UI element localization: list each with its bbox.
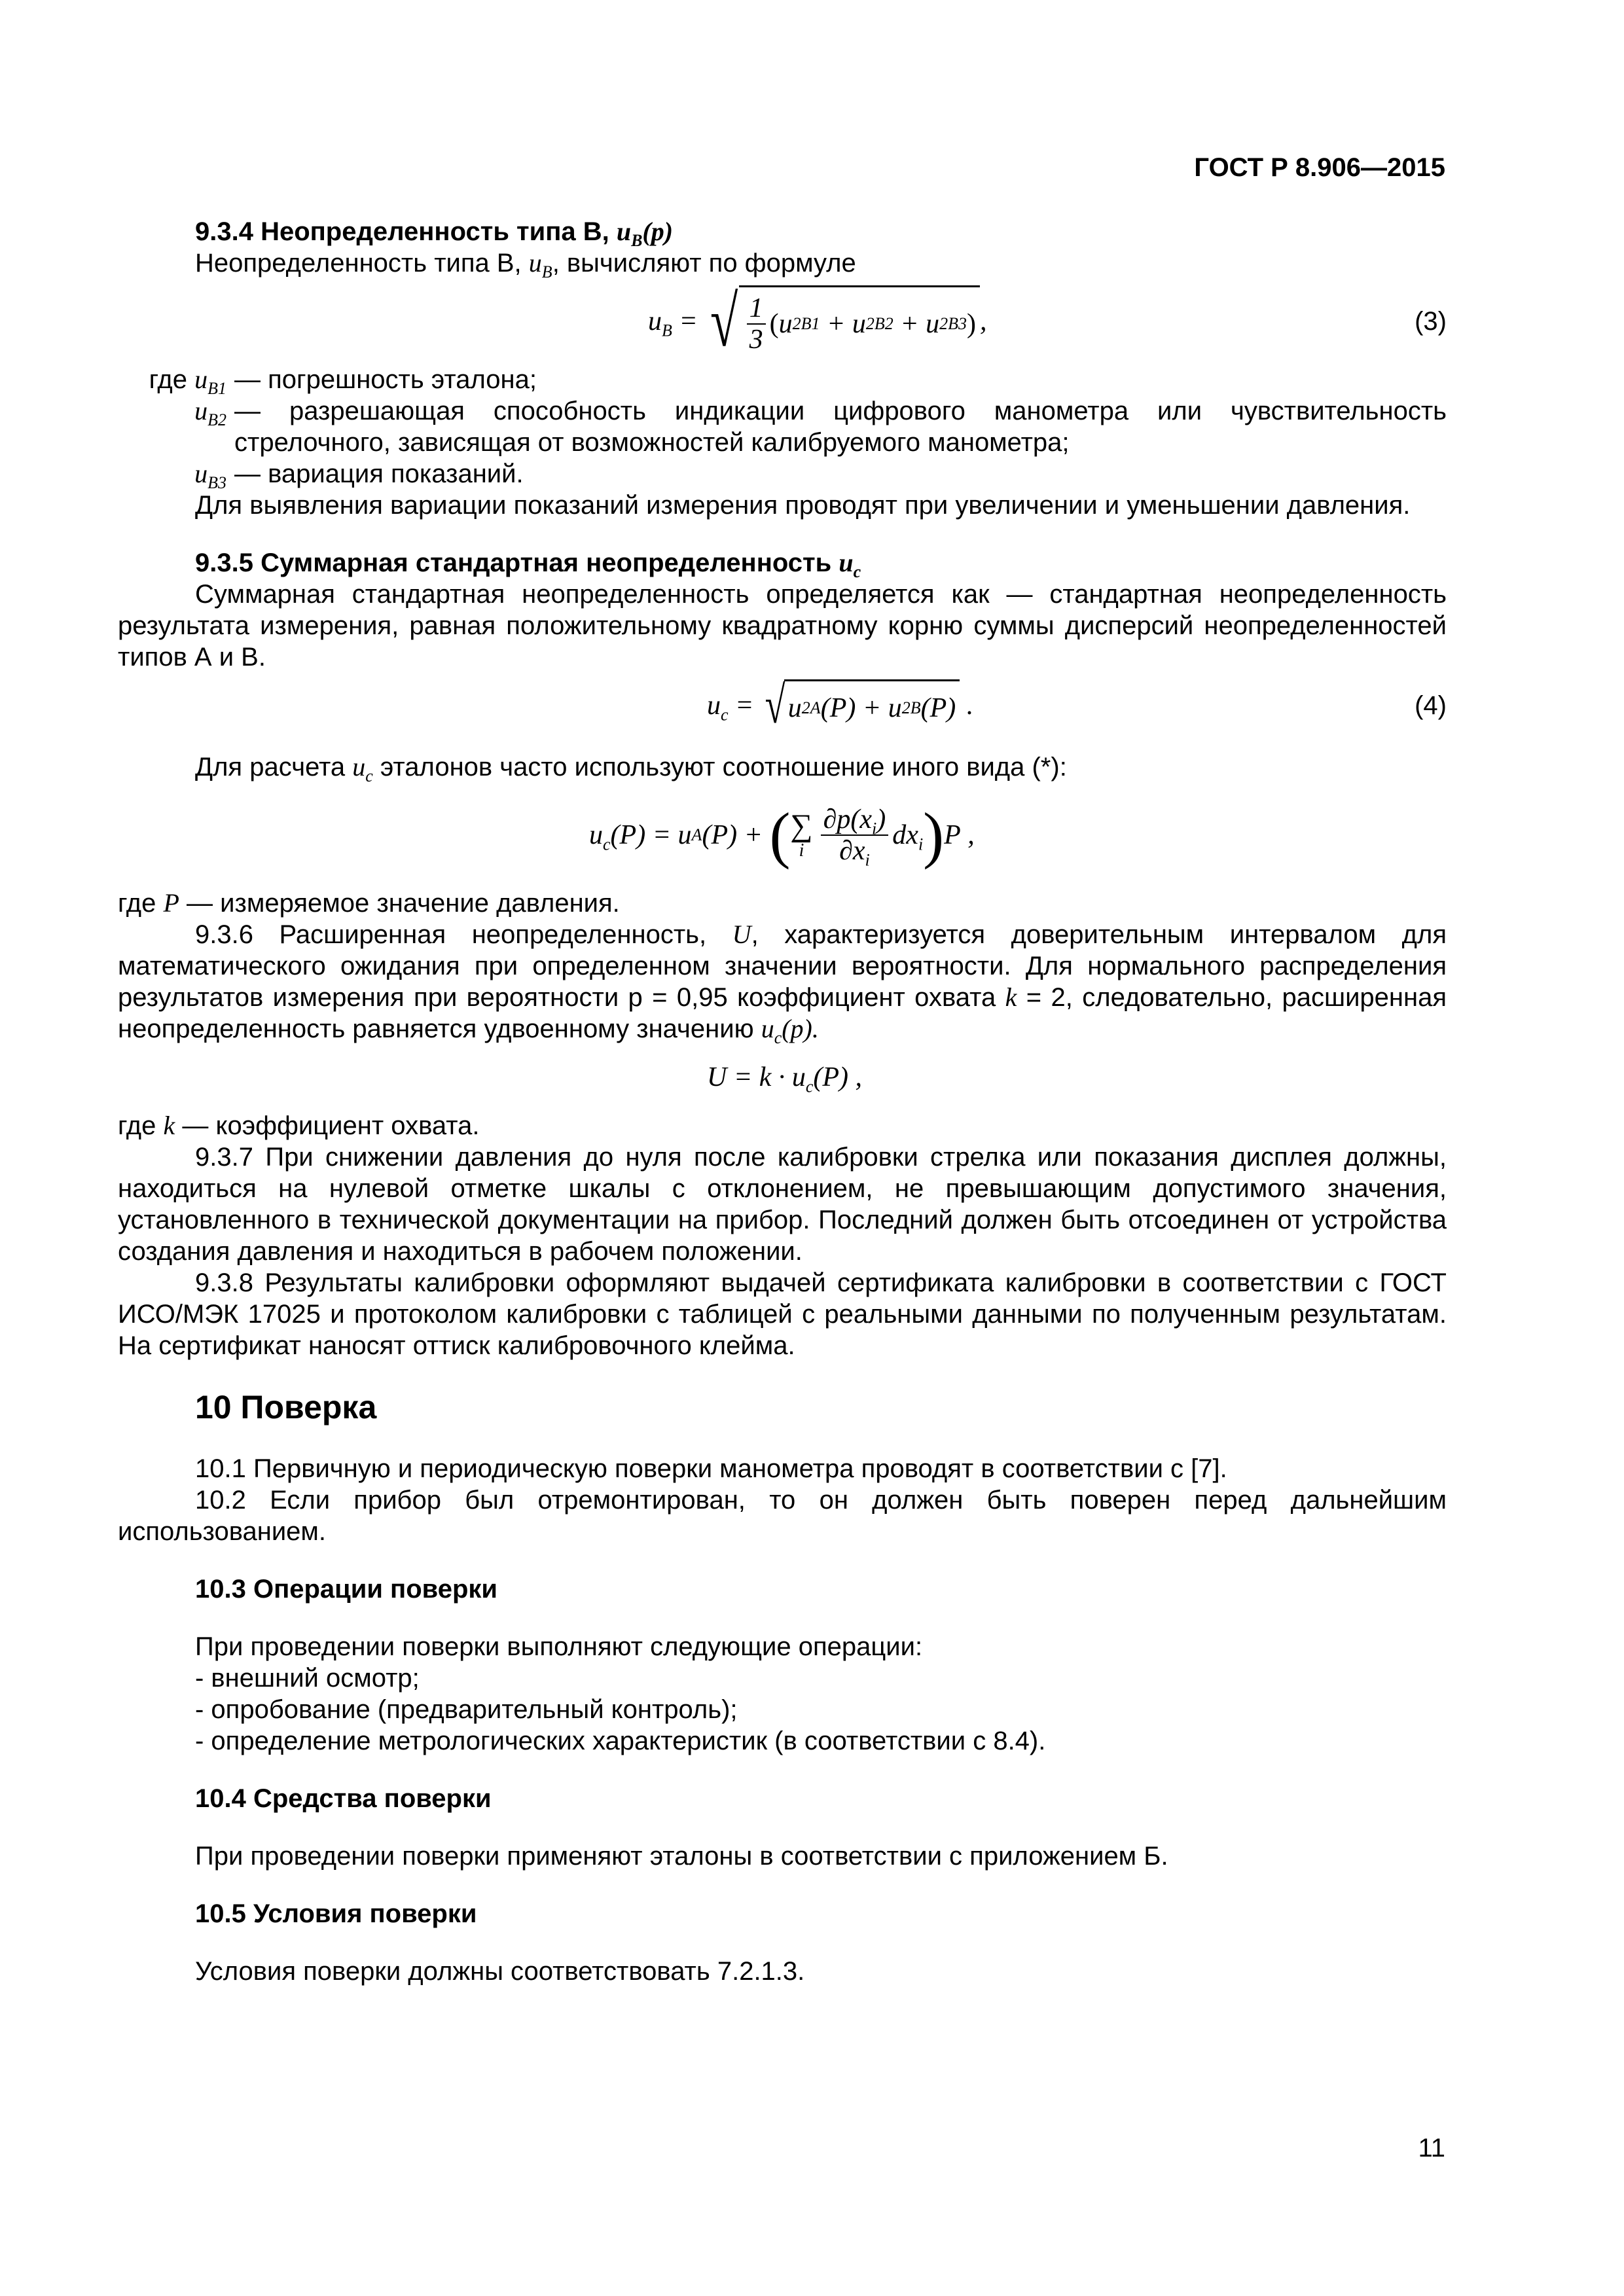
section-9-3-4-intro: Неопределенность типа В, $u_B$, вычисляют по формуле [195, 248, 856, 281]
formula-4-number: (4) [1415, 691, 1447, 720]
section-10-4-title: 10.4 Средства поверки [195, 1784, 492, 1813]
section-9-3-4-para: Для выявления вариации показаний измерения проводят при увеличении и уменьшении давления. [195, 491, 1411, 520]
section-10-3-title: 10.3 Операции поверки [195, 1575, 497, 1604]
formula-3 [118, 279, 1447, 364]
page-content [118, 216, 1447, 1987]
formula-3-number: (3) [1415, 307, 1447, 336]
section-10-4-para: При проведении поверки применяют эталоны в соответствии с приложением Б. [195, 1842, 1168, 1871]
formula-alt-expression: $u_c$ ( P ) = u A ( P ) + ( ∑ i $\frac{\partial p(x_i)}{\partial x_i}$ $dx_i$ ) P , [589, 800, 975, 870]
section-10-2-para: 10.2 Если прибор был отремонтирован, то он должен быть поверен перед дальнейшим использованием. [118, 1486, 1447, 1546]
operation-list-item: - внешний осмотр; [195, 1664, 420, 1693]
section-10-5-title: 10.5 Условия поверки [195, 1899, 477, 1928]
section-9-3-5-alt-intro: Для расчета $u_c$ эталонов часто используют соотношение иного вида (*): [195, 752, 1067, 785]
where-ub2: $u_{B2}$ — разрешающая способность индикации цифрового манометра или чувствительность стрелочного, зависящая от возможностей калибруемого манометра; [194, 396, 1447, 457]
formula-expanded [118, 1045, 1447, 1110]
section-9-3-6-para: 9.3.6 Расширенная неопределенность, U, характеризуется доверительным интервалом для математического ожидания при определенном значении вероятности. Для нормального распределения результатов измерения при вероятности p = 0,95 коэффициент охвата k = 2, следовательно, расширенная неопределенность равняется удвоенному значению $u_c(p)$. [118, 920, 1447, 1047]
section-10-3-para: При проведении поверки выполняют следующие операции: [195, 1632, 923, 1661]
section-9-3-8-para: 9.3.8 Результаты калибровки оформляют выдачей сертификата калибровки в соответствии с ГОСТ ИСО/МЭК 17025 и протоколом калибровки с таблицей с реальными данными по полученным результатам. На сертификат наносят оттиск калибровочного клейма. [118, 1268, 1447, 1360]
section-10-1-para: 10.1 Первичную и периодическую поверки манометра проводят в соответствии с [7]. [195, 1454, 1227, 1483]
section-10-title: 10 Поверка [195, 1389, 377, 1426]
section-10-5-para: Условия поверки должны соответствовать 7.2.1.3. [195, 1957, 805, 1986]
operation-list-item: - опробование (предварительный контроль); [195, 1695, 738, 1724]
where-ub3: $u_{B3}$ — вариация показаний. [194, 459, 524, 492]
where-ub1: где $u_{B1}$ — погрешность эталона; [149, 365, 537, 398]
formula-3-expression: $u_B$ = √ $\frac{1}{3}$ ( u 2 B1 + u 2 B2 + u 2 B3 ) , [648, 281, 987, 361]
where-p: где P — измеряемое значение давления. [118, 888, 620, 918]
section-9-3-7-para: 9.3.7 При снижении давления до нуля после калибровки стрелка или показания дисплея должны, находиться на нулевой отметке шкалы с отклонением, не превышающим допустимого значения, установленного в технической документации на прибор. Последний должен быть отсоединен от устройства создания давления и находиться в рабочем положении. [118, 1143, 1447, 1266]
formula-4-expression: $u_c$ = √ u 2 A ( P ) + u 2 B ( P ) . [707, 677, 974, 734]
document-id-header: ГОСТ Р 8.906—2015 [1194, 153, 1445, 182]
section-9-3-5-para: Суммарная стандартная неопределенность определяется как — стандартная неопределенность результата измерения, равная положительному квадратному корню суммы дисперсий неопределенностей типов А и В. [118, 580, 1447, 672]
page-number: 11 [1418, 2134, 1445, 2162]
where-k: где k — коэффициент охвата. [118, 1111, 480, 1140]
formula-4 [118, 673, 1447, 738]
operation-list-item: - определение метрологических характеристик (в соответствии с 8.4). [195, 1727, 1046, 1755]
formula-expanded-expression: U = k · $u_c$ ( P ) , [707, 1062, 863, 1096]
section-9-3-4-title: 9.3.4 Неопределенность типа В, $u_B(p)$ [195, 217, 674, 250]
formula-alt [118, 783, 1447, 888]
section-9-3-5-title: 9.3.5 Суммарная стандартная неопределенность $u_c$ [195, 548, 861, 581]
